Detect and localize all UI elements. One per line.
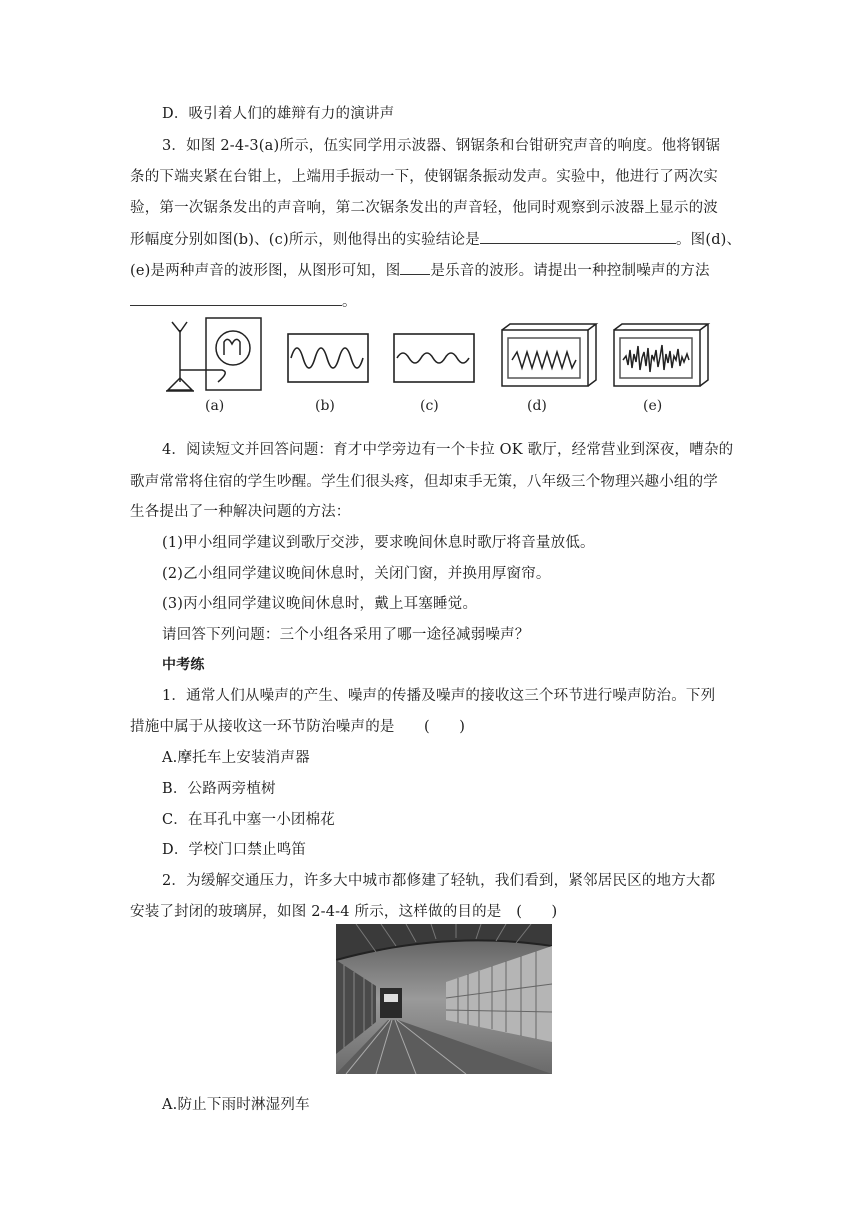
question-4-line-3: 生各提出了一种解决问题的方法： bbox=[130, 504, 351, 520]
question-4-item-3: (3)丙小组同学建议晚间休息时，戴上耳塞睡觉。 bbox=[162, 596, 478, 612]
figure-a-apparatus bbox=[166, 318, 261, 391]
question-3-line-3: 验，第一次锯条发出的声音响，第二次锯条发出的声音轻，他同时观察到示波器上显示的波 bbox=[130, 200, 718, 216]
zk-question-2-line-2: 安装了封闭的玻璃屏，如图 2-4-4 所示，这样做的目的是 ( ) bbox=[130, 904, 558, 920]
option-d-line: D．吸引着人们的雄辩有力的演讲声 bbox=[162, 106, 395, 122]
figure-c-oscilloscope bbox=[394, 334, 474, 382]
figure-label-d: (d) bbox=[527, 398, 547, 414]
answer-blank-conclusion[interactable] bbox=[480, 229, 676, 244]
zk-option-a: A.摩托车上安装消声器 bbox=[162, 750, 310, 766]
question-4-line-1: 4．阅读短文并回答问题：育才中学旁边有一个卡拉 OK 歌厅，经常营业到深夜，嘈杂的 bbox=[162, 442, 734, 458]
question-3-line-1: 3．如图 2-4-3(a)所示，伍实同学用示波器、钢锯条和台钳研究声音的响度。他将钢锯 bbox=[162, 138, 721, 154]
question-3-line-5-text: (e)是两种声音的波形图，从图形可知，图 bbox=[130, 263, 401, 279]
question-4-prompt: 请回答下列问题：三个小组各采用了哪一途径减弱噪声？ bbox=[162, 627, 530, 643]
figure-label-b: (b) bbox=[315, 398, 335, 414]
question-3-line-6 bbox=[130, 291, 730, 312]
question-3-line-4-tail: 。图(d)、 bbox=[675, 232, 742, 248]
zk-question-2-line-1: 2．为缓解交通压力，许多大中城市都修建了轻轨，我们看到，紧邻居民区的地方大都 bbox=[162, 873, 716, 889]
zk-option-b: B．公路两旁植树 bbox=[162, 781, 276, 797]
question-4-item-2: (2)乙小组同学建议晚间休息时，关闭门窗，并换用厚窗帘。 bbox=[162, 566, 551, 582]
zk-option-d: D．学校门口禁止鸣笛 bbox=[162, 842, 307, 858]
figure-e-waveform bbox=[614, 324, 708, 386]
question-3-line-5-tail: 是乐音的波形。请提出一种控制噪声的方法 bbox=[430, 263, 710, 279]
figure-b-oscilloscope bbox=[288, 334, 368, 382]
question-4-line-2: 歌声常常将住宿的学生吵醒。学生们很头疼，但却束手无策，八年级三个物理兴趣小组的学 bbox=[130, 474, 718, 490]
question-3-line-5 bbox=[130, 260, 730, 281]
figure-2-4-4-photo bbox=[336, 924, 552, 1074]
answer-blank-noise-method[interactable] bbox=[130, 291, 342, 306]
zk-question-1-line-1: 1．通常人们从噪声的产生、噪声的传播及噪声的接收这三个环节进行噪声防治。下列 bbox=[162, 688, 716, 704]
zk-option-c: C．在耳孔中塞一小团棉花 bbox=[162, 812, 335, 828]
question-3-line-6-tail: 。 bbox=[342, 294, 357, 310]
question-3-line-2: 条的下端夹紧在台钳上，上端用手振动一下，使钢锯条振动发声。实验中，他进行了两次实 bbox=[130, 169, 718, 185]
figure-label-c: (c) bbox=[420, 398, 439, 414]
figure-2-4-3 bbox=[160, 310, 720, 425]
question-3-line-4-text: 形幅度分别如图(b)、(c)所示，则他得出的实验结论是 bbox=[130, 232, 480, 248]
zk-q2-option-a: A.防止下雨时淋湿列车 bbox=[162, 1097, 310, 1113]
section-heading-zhongkao: 中考练 bbox=[162, 657, 205, 673]
figure-d-waveform bbox=[502, 324, 596, 386]
figure-label-a: (a) bbox=[205, 398, 225, 414]
figure-label-e: (e) bbox=[643, 398, 663, 414]
question-4-item-1: (1)甲小组同学建议到歌厅交涉，要求晚间休息时歌厅将音量放低。 bbox=[162, 535, 595, 551]
question-3-line-4 bbox=[130, 229, 742, 250]
zk-question-1-line-2: 措施中属于从接收这一环节防治噪声的是 ( ) bbox=[130, 719, 466, 735]
answer-blank-music-wave[interactable] bbox=[400, 260, 430, 275]
